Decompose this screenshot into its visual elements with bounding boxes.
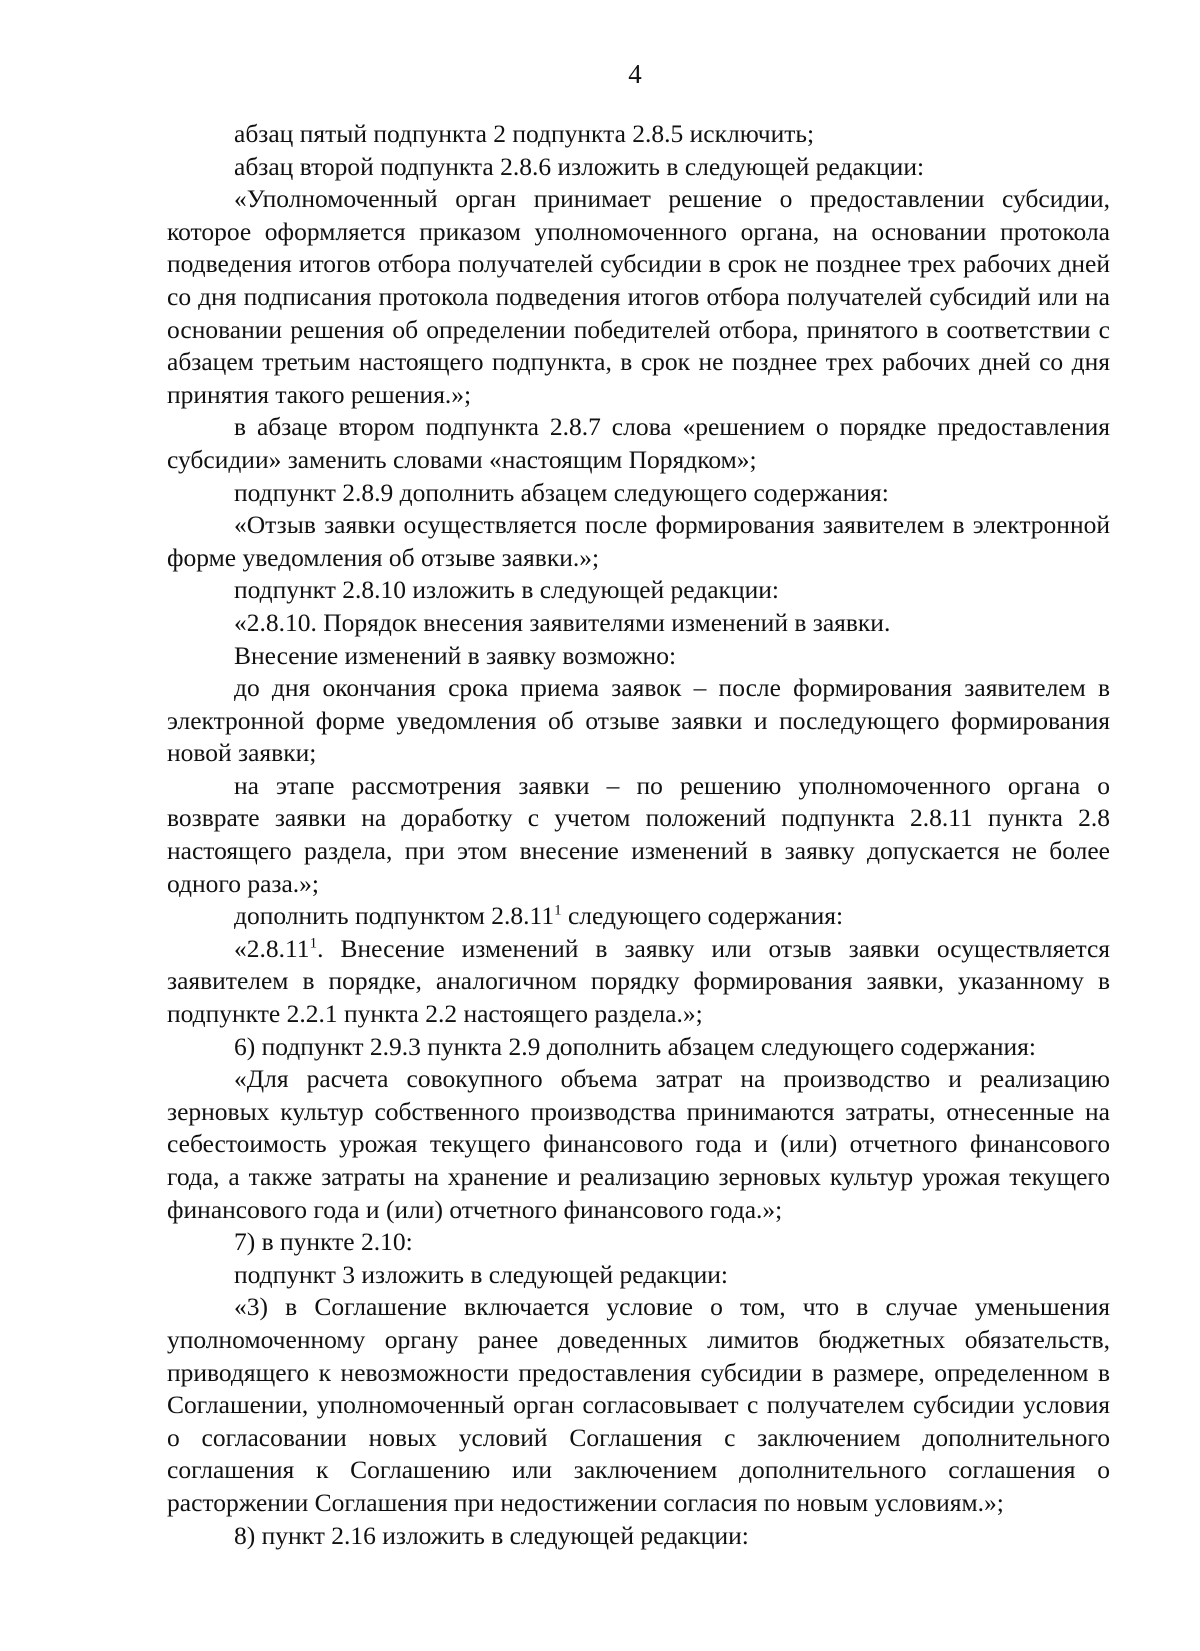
- paragraph: «Уполномоченный орган принимает решение о предоставлении субсидии, которое оформляется приказом уполномоченного органа, на основании протокола подведения итогов отбора получателей субсидии в срок не позднее трех рабочих дней со дня подписания протокола подведения итогов отбора получателей субсидий или на основании решения об определении победителей отбора, принятого в соответствии с абзацем третьим настоящего подпункта, в срок не позднее трех рабочих дней со дня принятия такого решения.»;: [167, 184, 1110, 409]
- paragraph: «2.8.10. Порядок внесения заявителями изменений в заявки.: [234, 607, 891, 637]
- paragraph: подпункт 2.8.10 изложить в следующей редакции:: [234, 575, 779, 605]
- text-segment: следующего содержания:: [561, 901, 844, 931]
- text-segment: дополнить подпунктом 2.8.11: [234, 901, 555, 931]
- paragraph: абзац пятый подпункта 2 подпункта 2.8.5 исключить;: [234, 119, 815, 148]
- paragraph: 6) подпункт 2.9.3 пункта 2.9 дополнить абзацем следующего содержания:: [234, 1031, 1036, 1061]
- page-number: 4: [628, 59, 642, 89]
- paragraph: абзац второй подпункта 2.8.6 изложить в следующей редакции:: [234, 151, 925, 181]
- paragraph: на этапе рассмотрения заявки – по решению уполномоченного органа о возврате заявки на доработку с учетом положений подпункта 2.8.11 пункта 2.8 настоящего раздела, при этом внесение изменений в заявку допускается не более одного раза.»;: [167, 770, 1110, 898]
- paragraph: 7) в пункте 2.10:: [234, 1227, 413, 1257]
- paragraph: «Для расчета совокупного объема затрат на производство и реализацию зерновых культур собственного производства принимаются затраты, отнесенные на себестоимость урожая текущего финансового года и (или) отчетного финансового года, а также затраты на хранение и реализацию зерновых культур урожая текущего финансового года и (или) отчетного финансового года.»;: [167, 1064, 1110, 1224]
- paragraph: «Отзыв заявки осуществляется после формирования заявителем в электронной форме уведомления об отзыве заявки.»;: [167, 510, 1110, 572]
- superscript: 1: [309, 935, 318, 952]
- paragraph-with-superscript: [167, 900, 1110, 933]
- paragraph: подпункт 2.8.9 дополнить абзацем следующего содержания:: [234, 477, 889, 507]
- document-body: [167, 118, 1110, 1552]
- paragraph-with-superscript: [167, 933, 1110, 1031]
- paragraph: «3) в Соглашение включается условие о том, что в случае уменьшения уполномоченному органу ранее доведенных лимитов бюджетных обязательств, приводящего к невозможности предоставления субсидии в размере, определенном в Соглашении, уполномоченный орган согласовывает с получателем субсидии условия о согласовании новых условий Соглашения с заключением дополнительного соглашения к Соглашению или заключением дополнительного соглашения о расторжении Соглашения при недостижении согласия по новым условиям.»;: [167, 1292, 1110, 1517]
- paragraph: Внесение изменений в заявку возможно:: [234, 640, 677, 670]
- paragraph: подпункт 3 изложить в следующей редакции:: [234, 1259, 728, 1289]
- paragraph: до дня окончания срока приема заявок – после формирования заявителем в электронной форме уведомления об отзыве заявки и последующего формирования новой заявки;: [167, 673, 1110, 768]
- superscript: 1: [554, 902, 562, 919]
- paragraph: 8) пункт 2.16 изложить в следующей редакции:: [234, 1520, 749, 1550]
- text-segment: «2.8.11: [234, 933, 310, 963]
- text-segment: . Внесение изменений в заявку или отзыв заявки осуществляется заявителем в порядке, аналогичном порядку формирования заявки, указанному в подпункте 2.2.1 пункта 2.2 настоящего раздела.»;: [167, 933, 1110, 1029]
- paragraph: в абзаце втором подпункта 2.8.7 слова «решением о порядке предоставления субсидии» заменить словами «настоящим Порядком»;: [167, 412, 1110, 474]
